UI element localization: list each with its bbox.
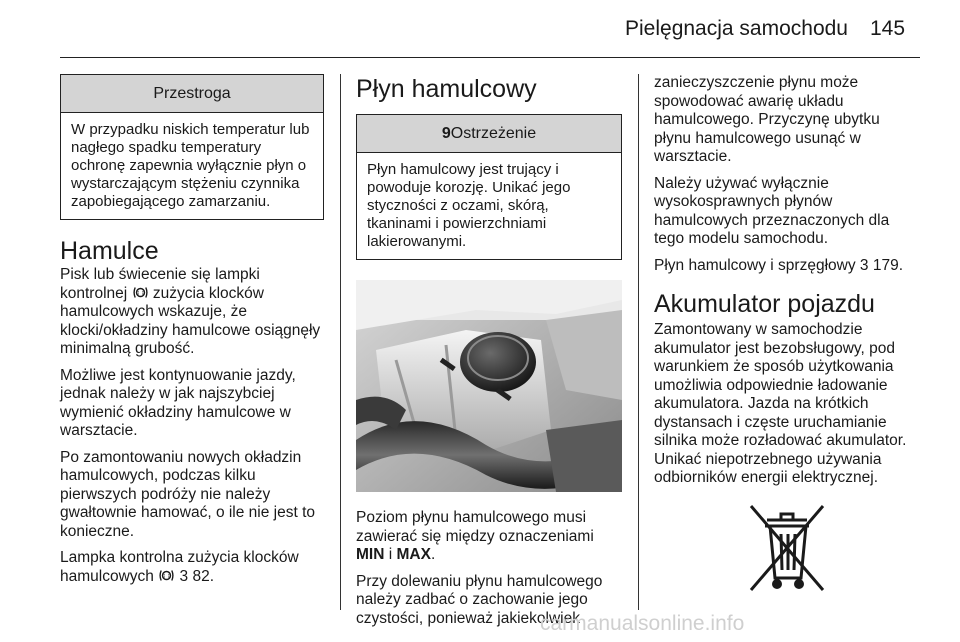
paragraph	[60, 549, 324, 586]
section-heading-brake-fluid: Płyn hamulcowy	[356, 75, 537, 103]
max-marking-label: MAX	[396, 546, 431, 563]
page-ref-arrow-icon: 3	[179, 567, 189, 585]
text-span: zużycia klocków hamulcowych wskazuje, że klocki/okładziny hamulcowe osiągnęły minimalną grubość.	[60, 284, 321, 357]
column-3	[654, 74, 920, 598]
section-heading-brakes: Hamulce	[60, 237, 159, 265]
crossed-out-wheelie-bin-icon	[741, 498, 833, 598]
header-rule	[60, 57, 920, 58]
warning-text: Płyn hamulcowy jest trujący i powoduje korozję. Unikać jego styczności z oczami, skórą, tkaninami i powierzchniami lakierowanymi.	[367, 161, 571, 250]
brake-pad-warning-lamp-icon	[132, 285, 149, 300]
page-ref-link[interactable]: 179.	[872, 256, 903, 274]
warning-title: Ostrzeżenie	[450, 125, 537, 142]
text-span: .	[430, 546, 436, 563]
text-span: Poziom płynu hamulcowego musi zawierać się między oznaczeniami	[356, 509, 594, 545]
paragraph: Po zamontowaniu nowych okładzin hamulcowych, podczas kilku pierwszych podróży nie należy gwałtownie hamować, o ile nie jest to konieczne.	[60, 448, 316, 540]
column-2	[356, 74, 622, 636]
brake-pad-warning-lamp-icon	[158, 568, 175, 583]
caution-text: W przypadku niskich temperatur lub nagłego spadku temperatury ochronę zapewnia wyłącznie płyn o wystarczającym stężeniu czynnika zapobiegającego zamarzaniu.	[71, 121, 310, 210]
column-1	[60, 74, 324, 594]
paragraph: Możliwe jest kontynuowanie jazdy, jednak należy w jak najszybciej wymienić okładziny hamulcowe w warsztacie.	[60, 366, 296, 439]
caution-box	[60, 74, 324, 220]
min-marking-label: MIN	[356, 546, 385, 563]
warning-header	[357, 115, 621, 153]
text-span: Lampka kontrolna zużycia klocków hamulcowych	[60, 549, 299, 585]
column-divider	[340, 74, 341, 610]
paragraph	[356, 509, 622, 565]
paragraph: Zamontowany w samochodzie akumulator jest bezobsługowy, pod warunkiem że sposób użytkowania umożliwia odpowiednie ładowanie akumulatora. Jazda na krótkich dystansach i częste uruchamianie silnika może rozładować akumulator. Unikać niepotrzebnego używania odbiorników energii elektrycznej.	[654, 321, 907, 486]
brake-fluid-reservoir-photo	[356, 280, 622, 492]
warning-triangle-icon: 9	[441, 125, 451, 142]
text-span: Pisk lub świecenie się lampki kontrolnej	[60, 266, 260, 302]
watermark: carmanualsonline.info	[540, 612, 745, 635]
paragraph: Należy używać wyłącznie wysokosprawnych płynów hamulcowych przeznaczonych dla tego modelu samochodu.	[654, 174, 890, 247]
page-ref-link[interactable]: 82.	[192, 567, 215, 585]
column-divider	[638, 74, 639, 610]
page-ref-arrow-icon: 3	[859, 256, 869, 274]
text-span: i	[388, 546, 393, 563]
section-heading-battery: Akumulator pojazdu	[654, 290, 875, 318]
caution-title: Przestroga	[61, 75, 323, 113]
page-number: 145	[870, 17, 906, 40]
paragraph	[654, 257, 920, 276]
text-span: Płyn hamulcowy i sprzęgłowy	[654, 256, 856, 274]
paragraph	[60, 266, 324, 359]
paragraph: Przy dolewaniu płynu hamulcowego należy zadbać o zachowanie jego czystości, ponieważ jakiekolwiek	[356, 572, 603, 627]
page-header-title: Pielęgnacja samochodu	[625, 17, 848, 40]
warning-box	[356, 114, 622, 260]
paragraph: zanieczyszczenie płynu może spowodować awarię układu hamulcowego. Przyczynę ubytku płynu hamulcowego usunąć w warsztacie.	[654, 74, 880, 165]
